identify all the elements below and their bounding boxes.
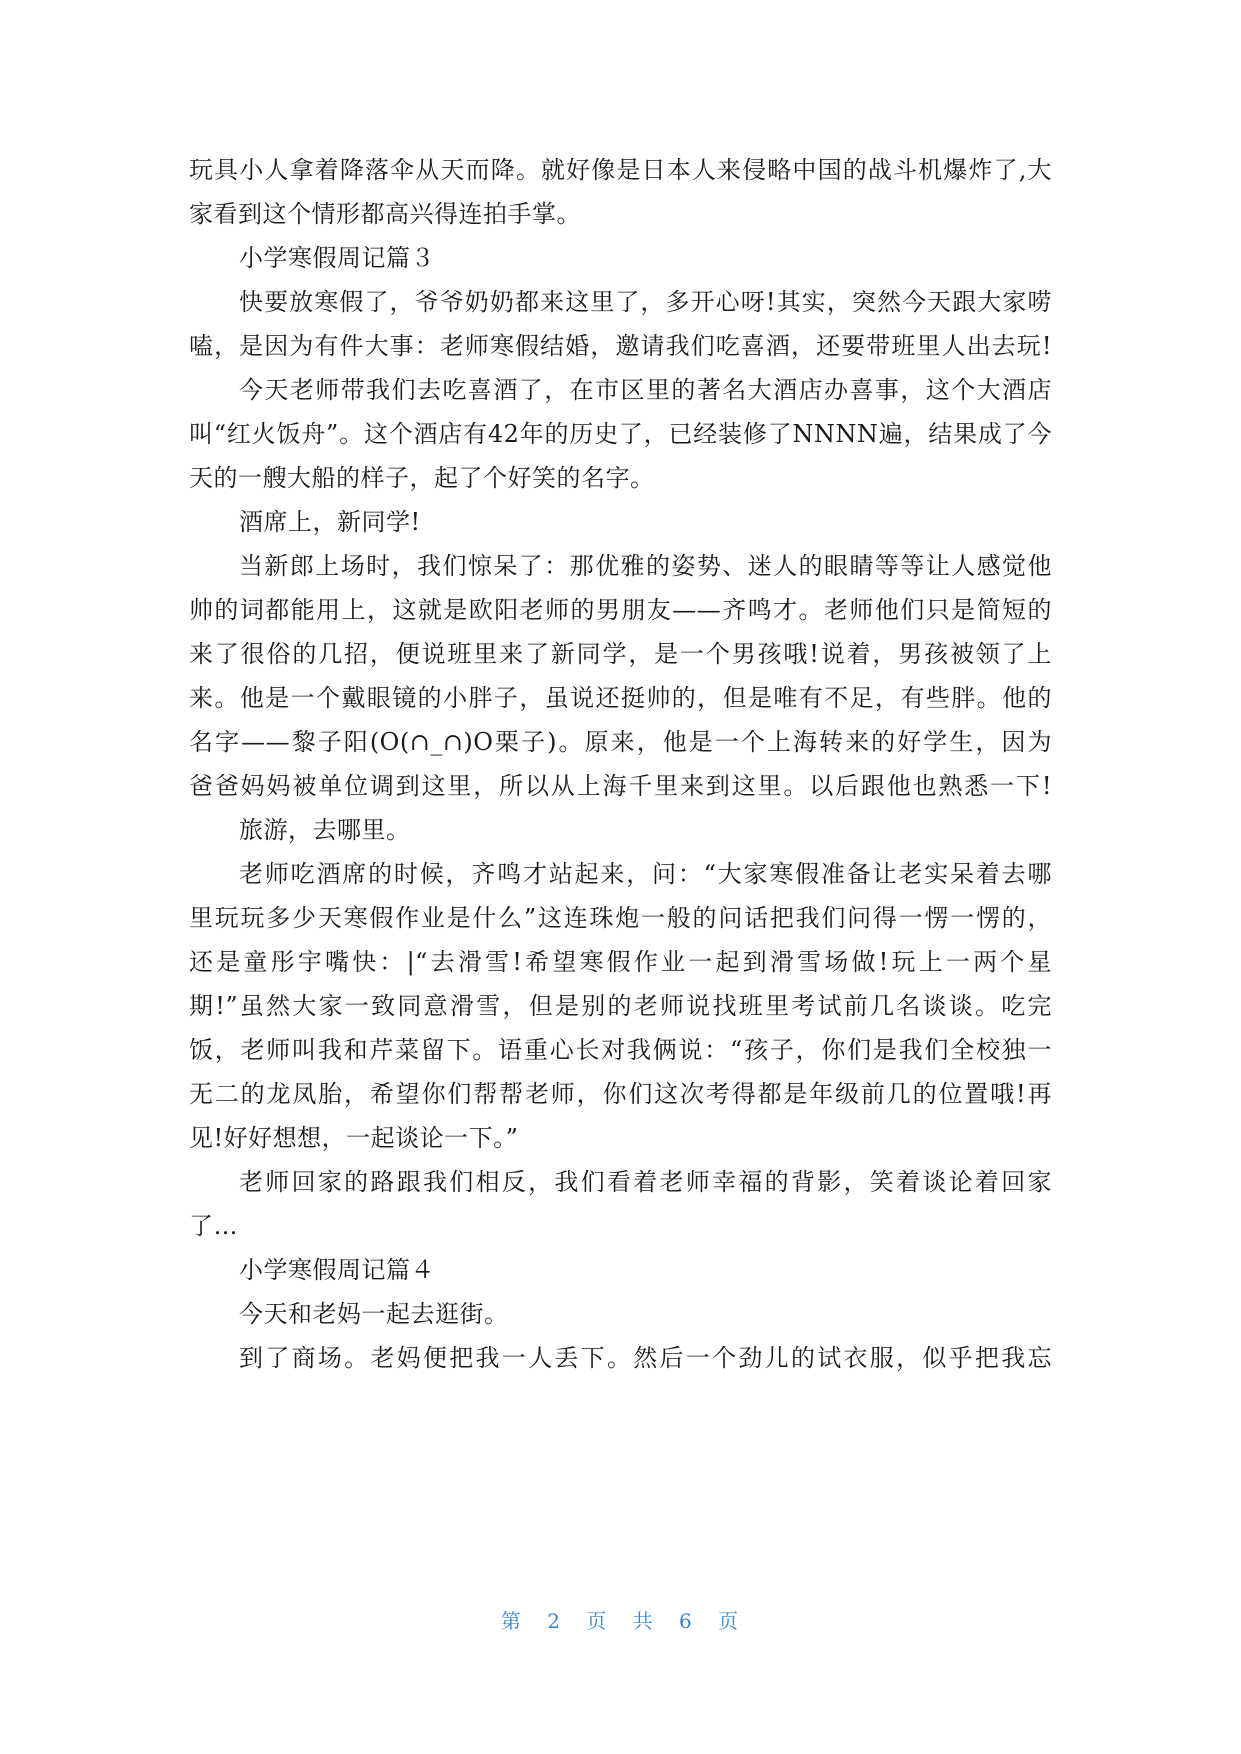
text-line: 见!好好想想，一起谈论一下。” <box>189 1124 519 1152</box>
text-line: 饭，老师叫我和芹菜留下。语重心长对我俩说：“孩子，你们是我们全校独一 <box>189 1036 1052 1064</box>
text-line: 期!”虽然大家一致同意滑雪，但是别的老师说找班里考试前几名谈谈。吃完 <box>189 992 1052 1020</box>
text-line: 帅的词都能用上，这就是欧阳老师的男朋友——齐鸣才。老师他们只是简短的 <box>189 596 1052 624</box>
text-line: 今天老师带我们去吃喜酒了，在市区里的著名大酒店办喜事，这个大酒店 <box>239 376 1052 404</box>
text-line: 老师吃酒席的时候，齐鸣才站起来，问：“大家寒假准备让老实呆着去哪 <box>239 860 1052 888</box>
text-line: 玩具小人拿着降落伞从天而降。就好像是日本人来侵略中国的战斗机爆炸了,大 <box>189 156 1052 184</box>
text-line: 里玩玩多少天寒假作业是什么”这连珠炮一般的问话把我们问得一愣一愣的， <box>189 904 1052 932</box>
text-line: 今天和老妈一起去逛街。 <box>239 1300 509 1328</box>
text-line: 来。他是一个戴眼镜的小胖子，虽说还挺帅的，但是唯有不足，有些胖。他的 <box>189 684 1052 712</box>
page-footer: 第 2 页 共 6 页 <box>500 1609 741 1633</box>
text-line: 无二的龙凤胎，希望你们帮帮老师，你们这次考得都是年级前几的位置哦!再 <box>189 1080 1052 1108</box>
text-line: 旅游，去哪里。 <box>239 816 411 844</box>
text-line: 到了商场。老妈便把我一人丢下。然后一个劲儿的试衣服，似乎把我忘 <box>239 1344 1052 1372</box>
text-line: 天的一艘大船的样子，起了个好笑的名字。 <box>189 464 655 492</box>
text-line: 了… <box>189 1212 238 1240</box>
text-line: 嗑，是因为有件大事：老师寒假结婚，邀请我们吃喜酒，还要带班里人出去玩! <box>189 332 1052 360</box>
text-line: 爸爸妈妈被单位调到这里，所以从上海千里来到这里。以后跟他也熟悉一下! <box>189 772 1052 800</box>
text-line: 快要放寒假了，爷爷奶奶都来这里了，多开心呀!其实，突然今天跟大家唠 <box>239 288 1052 316</box>
text-line: 酒席上，新同学! <box>239 508 421 536</box>
text-line: 叫“红火饭舟”。这个酒店有42年的历史了，已经装修了NNNN遍，结果成了今 <box>189 420 1052 448</box>
text-line: 来了很俗的几招，便说班里来了新同学，是一个男孩哦!说着，男孩被领了上 <box>189 640 1052 668</box>
text-line: 名字——黎子阳(O(∩_∩)O栗子)。原来，他是一个上海转来的好学生，因为 <box>189 728 1052 756</box>
section-heading: 小学寒假周记篇４ <box>239 1256 435 1284</box>
text-line: 还是童彤宇嘴快：|“去滑雪!希望寒假作业一起到滑雪场做!玩上一两个星 <box>189 948 1052 976</box>
text-line: 家看到这个情形都高兴得连拍手掌。 <box>189 200 581 228</box>
text-line: 当新郎上场时，我们惊呆了：那优雅的姿势、迷人的眼睛等等让人感觉他 <box>239 552 1052 580</box>
section-heading: 小学寒假周记篇３ <box>239 244 435 272</box>
text-line: 老师回家的路跟我们相反，我们看着老师幸福的背影，笑着谈论着回家 <box>239 1168 1052 1196</box>
